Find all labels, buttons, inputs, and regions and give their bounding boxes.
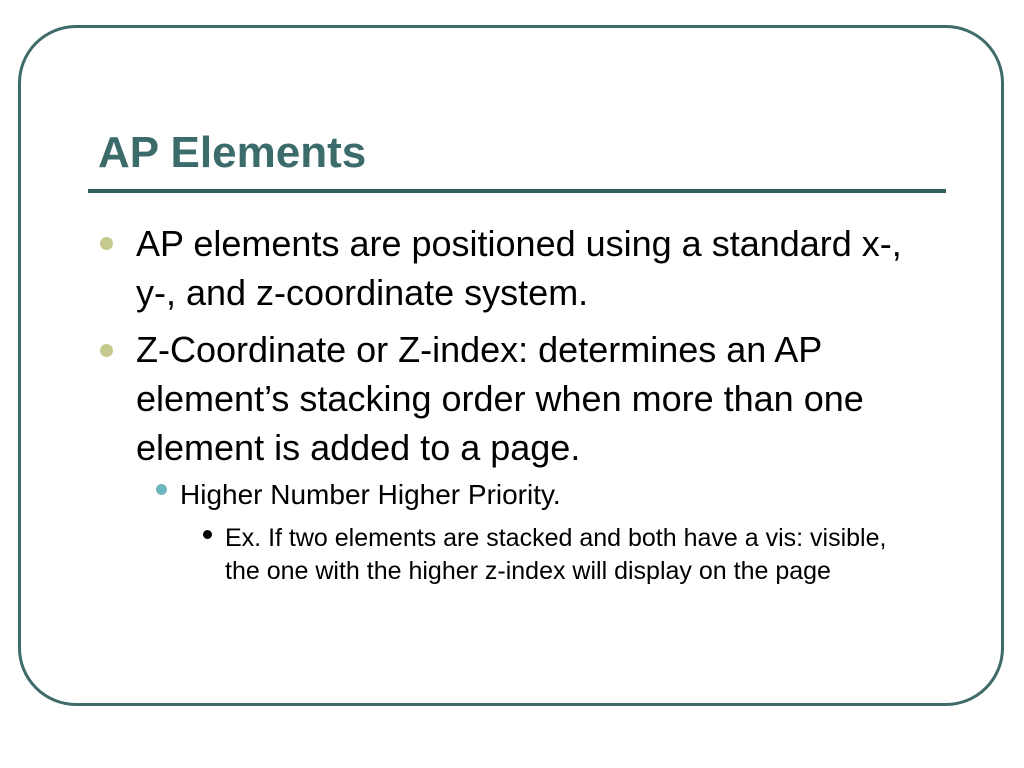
bullet-text-2: Z-Coordinate or Z-index: determines an AP element’s stacking order when more than one element is added to a page. bbox=[136, 329, 864, 468]
sub-sub-bullet-text-1: Ex. If two elements are stacked and both have a vis: visible, the one with the higher z-index will display on the page bbox=[225, 524, 887, 585]
bullet-text-1: AP elements are positioned using a standard x-, y-, and z-coordinate system. bbox=[136, 223, 902, 313]
sub-bullet-text-1: Higher Number Higher Priority. bbox=[180, 479, 561, 510]
slide-title: AP Elements bbox=[98, 128, 367, 177]
bullet-dot-level2 bbox=[156, 484, 167, 495]
bullet-dot-level1 bbox=[100, 237, 113, 250]
title-underline bbox=[88, 189, 946, 193]
bullet-dot-level3 bbox=[203, 530, 212, 539]
bullet-dot-level1 bbox=[100, 344, 113, 357]
